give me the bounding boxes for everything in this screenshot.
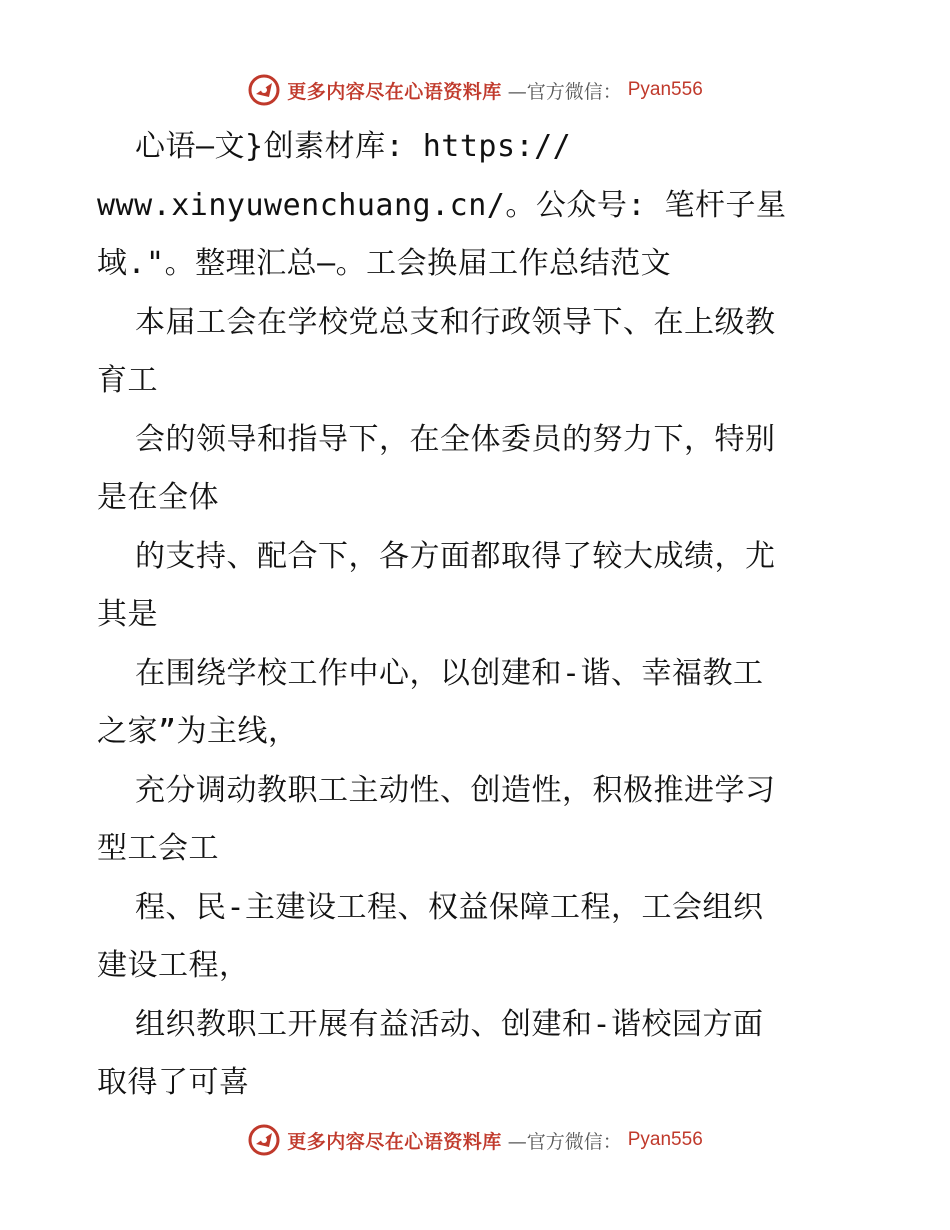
logo-icon [247, 1123, 281, 1157]
text-line: 充分调动教职工主动性、创造性，积极推进学习 [135, 772, 776, 808]
footer-official-text: —官方微信： [507, 1130, 622, 1153]
text-line: 型工会工 [97, 831, 219, 866]
text-line: 之家”为主线， [97, 714, 299, 749]
header-official-text: —官方微信： [507, 80, 622, 103]
footer-banner [0, 1120, 950, 1160]
text-line: 建设工程， [97, 948, 250, 983]
text-line: 其是 [97, 597, 158, 632]
text-line: 组织教职工开展有益活动、创建和-谐校园方面 [135, 1006, 764, 1042]
text-line: 的支持、配合下，各方面都取得了较大成绩，尤 [135, 538, 776, 574]
text-line: 域."。整理汇总—。工会换届工作总结范文 [97, 246, 672, 281]
header-promo-text: 更多内容尽在心语资料库 [287, 80, 502, 103]
logo-icon [247, 73, 281, 107]
document-body [97, 118, 857, 1113]
text-line: 本届工会在学校党总支和行政领导下、在上级教 [135, 304, 776, 340]
text-line: 程、民-主建设工程、权益保障工程，工会组织 [135, 889, 764, 925]
text-line: 会的领导和指导下，在全体委员的努力下，特别 [135, 421, 776, 457]
text-line: 取得了可喜 [97, 1065, 250, 1100]
text-line: 在围绕学校工作中心，以创建和-谐、幸福教工 [135, 655, 764, 691]
footer-promo-text: 更多内容尽在心语资料库 [287, 1130, 502, 1153]
header-wechat-id: Pyan556 [627, 79, 703, 100]
text-line: 心语—文}创素材库: https:// [135, 129, 572, 164]
text-line: 育工 [97, 363, 158, 398]
text-line: www.xinyuwenchuang.cn/。公众号: 笔杆子星 [97, 187, 787, 223]
footer-wechat-id: Pyan556 [627, 1129, 703, 1150]
text-line: 是在全体 [97, 480, 219, 515]
header-banner [0, 70, 950, 110]
